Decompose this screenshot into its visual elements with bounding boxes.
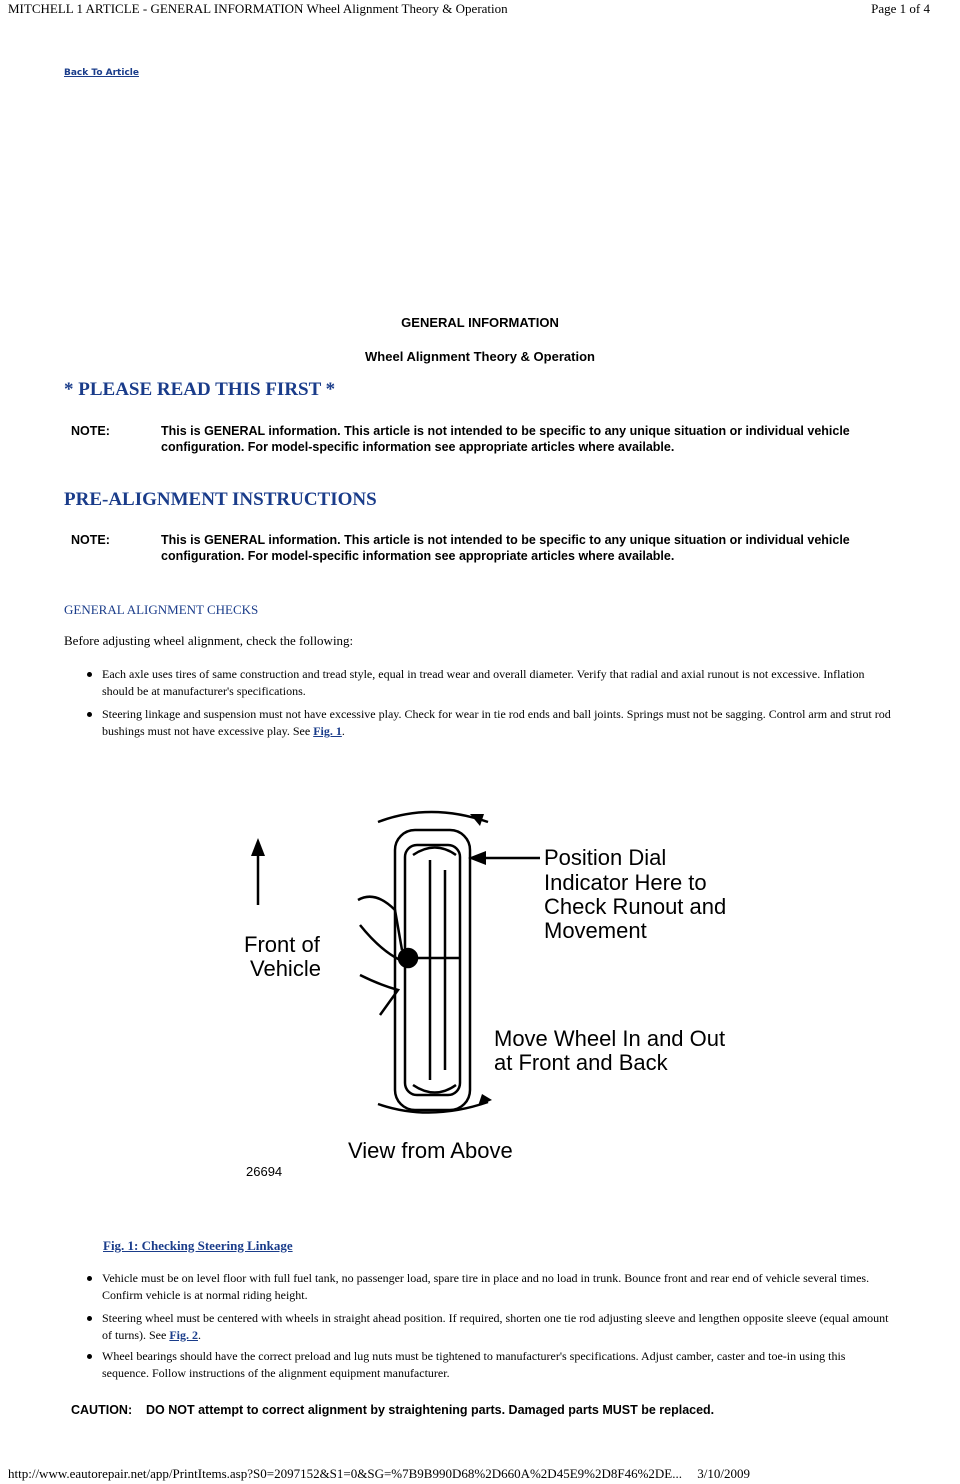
note-label: NOTE: <box>71 424 110 438</box>
bullet-icon <box>87 1354 92 1359</box>
back-to-article-link[interactable]: Back To Article <box>64 68 139 78</box>
rim-outline <box>405 845 460 1095</box>
list-item-text-body: Steering linkage and suspension must not have excessive play. Check for wear in tie rod ends and ball joints. Springs must not be sagging. Control arm and strut rod bushings must not have excessive play. See <box>102 707 891 738</box>
bullet-icon <box>87 1316 92 1321</box>
caution-label: CAUTION: <box>71 1403 133 1417</box>
bullet-icon <box>87 712 92 717</box>
fig-2-link[interactable]: Fig. 2 <box>169 1328 198 1342</box>
steering-linkage-diagram <box>230 800 790 1185</box>
list-item <box>87 1270 892 1304</box>
fig-1-link[interactable]: Fig. 1 <box>313 724 342 738</box>
label-front-line1: Front of <box>244 932 320 957</box>
page-number: Page 1 of 4 <box>871 1 930 16</box>
list-item <box>87 666 892 700</box>
footer-url: http://www.eautorepair.net/app/PrintItems.asp?S0=2097152&S1=0&SG=%7B9B990D68%2D660A%2D45E9%2D8F46%2DE... <box>8 1466 682 1481</box>
intro-paragraph: Before adjusting wheel alignment, check the following: <box>64 633 354 648</box>
header-title: MITCHELL 1 ARTICLE - GENERAL INFORMATION Wheel Alignment Theory & Operation <box>8 1 508 16</box>
figure-number: 26694 <box>246 1164 283 1179</box>
page-footer <box>8 1466 750 1482</box>
label-move-line1: Move Wheel In and Out <box>494 1026 726 1051</box>
subsection-heading: GENERAL ALIGNMENT CHECKS <box>64 602 259 617</box>
rotation-arrow-top <box>378 812 488 822</box>
list-item <box>87 1348 892 1382</box>
bullet-icon <box>87 672 92 677</box>
tire-inner-top <box>413 848 456 856</box>
list-item-text: Steering wheel must be centered with wheels in straight ahead position. If required, shorten one tie rod adjusting sleeve and lengthen opposite sleeve (equal amount of turns). See Fig. 2. <box>102 1311 889 1342</box>
footer-date: 3/10/2009 <box>697 1466 750 1481</box>
label-dial-line4: Movement <box>544 918 647 943</box>
figure-caption-link[interactable]: Fig. 1: Checking Steering Linkage <box>103 1238 293 1253</box>
note-label: NOTE: <box>71 533 110 547</box>
label-front-line2: Vehicle <box>250 956 321 981</box>
doc-subtitle: Wheel Alignment Theory & Operation <box>365 349 595 364</box>
note-text: This is GENERAL information. This article is not intended to be specific to any unique situation or individual vehicle configuration. For model-specific information see appropriate articles where available. <box>161 424 850 454</box>
figure-steering-linkage <box>230 800 790 1185</box>
label-dial-line3: Check Runout and <box>544 894 727 919</box>
list-item <box>87 706 892 740</box>
section-heading-read-first: * PLEASE READ THIS FIRST * <box>64 379 336 400</box>
caution-text: DO NOT attempt to correct alignment by straightening parts. Damaged parts MUST be replaced. <box>146 1403 715 1417</box>
list-item-text: Vehicle must be on level floor with full fuel tank, no passenger load, spare tire in place and no load in trunk. Bounce front and rear end of vehicle several times. Confirm vehicle is at normal riding height. <box>102 1271 870 1302</box>
doc-title: GENERAL INFORMATION <box>401 315 559 330</box>
label-move-line2: at Front and Back <box>494 1050 668 1075</box>
page-header <box>0 0 960 18</box>
tire-inner-bottom <box>413 1085 456 1093</box>
label-dial-line1: Position Dial <box>544 845 667 870</box>
label-view-from-above: View from Above <box>348 1138 513 1163</box>
list-item-text: Each axle uses tires of same construction and tread style, equal in tread wear and overall diameter. Verify that radial and axial runout is not excessive. Inflation should be at manufacturer's specifications. <box>102 667 865 698</box>
rotation-arrowhead-top <box>470 814 484 826</box>
control-arm-lower <box>360 975 398 1015</box>
bullet-icon <box>87 1276 92 1281</box>
list-item <box>87 1310 892 1344</box>
list-item-text: Wheel bearings should have the correct preload and lug nuts must be tightened to manufacturer's specifications. Adjust camber, caster and toe-in using this sequence. Follow instructions of the alignment equipment manufacturer. <box>102 1349 846 1380</box>
ball-joint <box>399 949 417 967</box>
label-dial-line2: Indicator Here to <box>544 870 707 895</box>
section-heading-pre-alignment: PRE-ALIGNMENT INSTRUCTIONS <box>64 489 377 510</box>
front-arrow-head <box>251 838 265 856</box>
list-item-text: Steering linkage and suspension must not have excessive play. Check for wear in tie rod ends and ball joints. Springs must not be sagging. Control arm and strut rod bushings must not have excessive play. See Fig. 1. <box>102 707 891 738</box>
list-item-text-body: Steering wheel must be centered with wheels in straight ahead position. If required, shorten one tie rod adjusting sleeve and lengthen opposite sleeve (equal amount of turns). See <box>102 1311 889 1342</box>
note-text: This is GENERAL information. This article is not intended to be specific to any unique situation or individual vehicle configuration. For model-specific information see appropriate articles where available. <box>161 533 850 563</box>
